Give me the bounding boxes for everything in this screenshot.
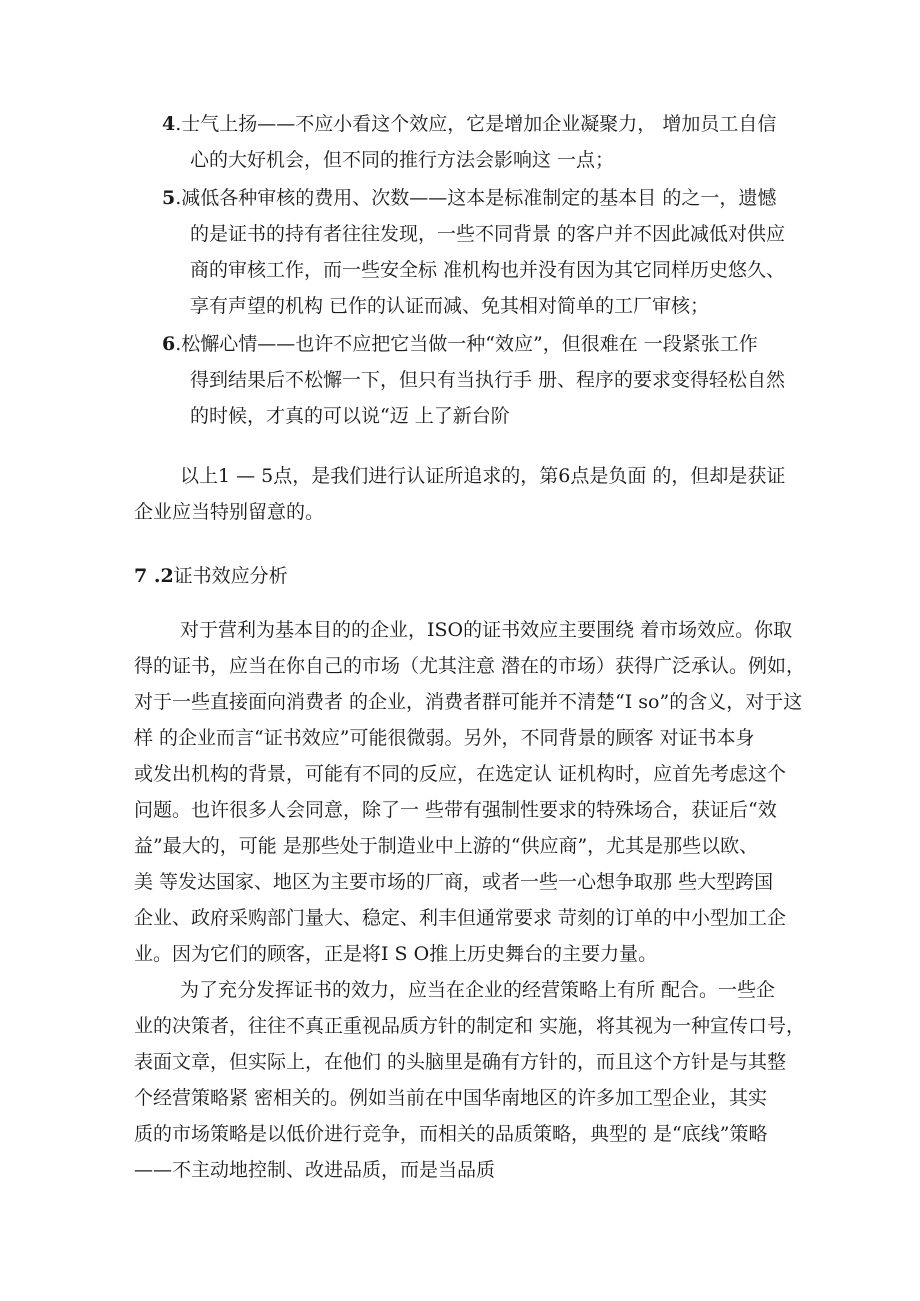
list-item-5 [162, 180, 802, 324]
paragraph-line: 对于营利为基本目的的企业，ISO的证书效应主要围绕 着市场效应。你取 [180, 619, 793, 641]
body-paragraph-1 [134, 612, 806, 972]
paragraph-line: 得的证书，应当在你自己的市场（尤其注意 潜在的市场）获得广泛承认。例如， [134, 655, 806, 677]
paragraph-line: 益”最大的，可能 是那些处于制造业中上游的“供应商”，尤其是那些以欧、 [134, 835, 759, 857]
paragraph-line: 业的决策者，往往不真正重视品质方针的制定和 实施，将其视为一种宣传口号， [134, 1015, 806, 1037]
paragraph-line: 对于一些直接面向消费者 的企业，消费者群可能并不清楚“I so”的含义，对于这 [134, 691, 803, 713]
paragraph-line: 企业应当特别留意的。 [134, 501, 325, 523]
list-item-number: 5 [162, 187, 176, 209]
list-item-line: 5.减低各种审核的费用、次数——这本是标准制定的基本目 的之一，遗憾 [162, 180, 802, 216]
list-item-number: 4 [162, 113, 176, 135]
paragraph-line: 业。因为它们的顾客，正是将I S O推上历史舞台的主要力量。 [134, 943, 658, 965]
paragraph-line: 表面文章，但实际上，在他们 的头脑里是确有方针的，而且这个方针是与其整 [134, 1051, 787, 1073]
paragraph-line: 以上1 — 5点，是我们进行认证所追求的，第6点是负面 的，但却是获证 [180, 465, 786, 487]
paragraph-line: ——不主动地控制、改进品质，而是当品质 [134, 1159, 496, 1181]
list-item-line: 享有声望的机构 已作的认证而减、免其相对简单的工厂审核； [190, 295, 710, 317]
paragraph-line: 美 等发达国家、地区为主要市场的厂商，或者一些一心想争取那 些大型跨国 [134, 871, 774, 893]
paragraph-line: 为了充分发挥证书的效力，应当在企业的经营策略上有所 配合。一些企 [180, 979, 776, 1001]
list-item-number: 6 [162, 333, 176, 355]
paragraph-line: 个经营策略紧 密相关的。例如当前在中国华南地区的许多加工型企业，其实 [134, 1087, 768, 1109]
paragraph-line: 样 的企业而言“证书效应”可能很微弱。另外，不同背景的顾客 对证书本身 [134, 727, 755, 749]
paragraph-line: 问题。也许很多人会同意，除了一 些带有强制性要求的特殊场合，获证后“效 [134, 799, 777, 821]
list-item-line: 得到结果后不松懈一下，但只有当执行手 册、程序的要求变得轻松自然 [190, 369, 786, 391]
list-item-line: 的是证书的持有者往往发现，一些不同背景 的客户并不因此减低对供应 [190, 223, 786, 245]
list-item-line: 6.松懈心情——也许不应把它当做一种“效应”，但很难在 一段紧张工作 [162, 326, 802, 362]
list-item-line: 4.士气上扬——不应小看这个效应，它是增加企业凝聚力， 增加员工自信 [162, 106, 802, 142]
list-item-line: 的时候，才真的可以说“迈 上了新台阶 [190, 405, 510, 427]
paragraph-line: 企业、政府采购部门量大、稳定、利丰但通常要求 苛刻的订单的中小型加工企 [134, 907, 787, 929]
section-heading [134, 558, 288, 594]
list-item-6 [162, 326, 802, 434]
paragraph-line: 或发出机构的背景，可能有不同的反应，在选定认 证机构时，应首先考虑这个 [134, 763, 787, 785]
paragraph-line: 质的市场策略是以低价进行竞争，而相关的品质策略，典型的 是“底线”策略 [134, 1123, 768, 1145]
list-item-line: 商的审核工作，而一些安全标 准机构也并没有因为其它同样历史悠久、 [190, 259, 786, 281]
section-title: 证书效应分析 [173, 565, 288, 587]
list-item-line: 心的大好机会，但不同的推行方法会影响这 一点； [190, 149, 615, 171]
body-paragraph-2 [134, 972, 806, 1188]
section-number: 7 .2 [134, 565, 174, 587]
list-item-4 [162, 106, 802, 178]
summary-paragraph [134, 458, 794, 530]
